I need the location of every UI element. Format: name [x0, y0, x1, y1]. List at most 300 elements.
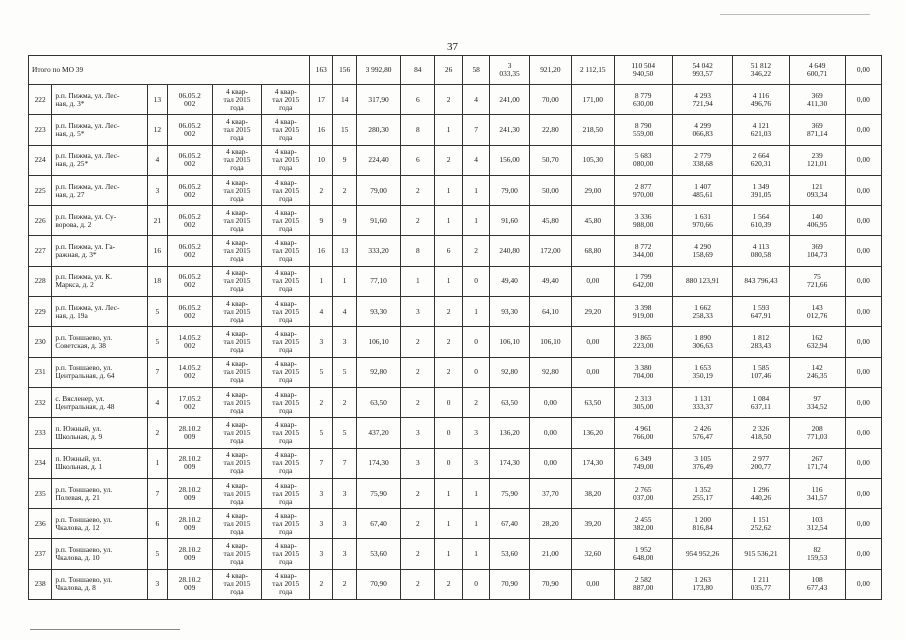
cell: 105,30: [572, 145, 614, 175]
cell: 1 952 648,00: [614, 539, 672, 569]
cell: 2: [435, 145, 463, 175]
cell: 0,00: [845, 327, 881, 357]
cell: 2: [333, 175, 356, 205]
cell: 4 квар- тал 2015 года: [212, 539, 262, 569]
cell: 1 349 391,05: [733, 175, 789, 205]
address-cell: р.п. Пижма, ул. Лес- ная, д. 19а: [52, 297, 147, 327]
cell: 108 677,43: [789, 569, 845, 599]
row-number: 226: [29, 206, 52, 236]
cell: 63,50: [572, 387, 614, 417]
cell: 0,00: [845, 387, 881, 417]
cell: 67,40: [490, 509, 529, 539]
cell: 79,00: [490, 175, 529, 205]
cell: 142 246,35: [789, 357, 845, 387]
cell: 4 квар- тал 2015 года: [262, 297, 310, 327]
page-number: 37: [447, 41, 458, 53]
cell: 18: [147, 266, 167, 296]
table-row: [29, 327, 882, 357]
cell: 2: [401, 175, 435, 205]
cell: 0,00: [845, 357, 881, 387]
cell: 2: [333, 387, 356, 417]
cell: 1: [462, 297, 490, 327]
cell: 4 квар- тал 2015 года: [212, 145, 262, 175]
address-cell: р.п. Тоншаево, ул. Центральная, д. 64: [52, 357, 147, 387]
cell: 4 квар- тал 2015 года: [262, 478, 310, 508]
cell: 369 104,73: [789, 236, 845, 266]
cell: 28.10.2 009: [167, 509, 212, 539]
cell: 156: [333, 56, 356, 85]
cell: 3 398 919,00: [614, 297, 672, 327]
cell: 10: [310, 145, 333, 175]
cell: 06.05.2 002: [167, 115, 212, 145]
cell: 0,00: [572, 569, 614, 599]
address-cell: р.п. Тоншаево, ул. Советская, д. 38: [52, 327, 147, 357]
cell: 3: [401, 297, 435, 327]
cell: 1 812 283,43: [733, 327, 789, 357]
cell: 45,80: [572, 206, 614, 236]
cell: 0: [462, 569, 490, 599]
cell: 28.10.2 009: [167, 478, 212, 508]
cell: 1: [147, 448, 167, 478]
cell: 4 121 621,03: [733, 115, 789, 145]
address-cell: р.п. Тоншаево, ул. Полевая, д. 21: [52, 478, 147, 508]
cell: 1: [435, 478, 463, 508]
cell: 6: [147, 509, 167, 539]
cell: 6 349 749,00: [614, 448, 672, 478]
cell: 3: [310, 509, 333, 539]
cell: 4 квар- тал 2015 года: [212, 85, 262, 115]
cell: 103 312,54: [789, 509, 845, 539]
cell: 4 квар- тал 2015 года: [262, 327, 310, 357]
cell: 2 112,15: [572, 56, 614, 85]
cell: 91,60: [490, 206, 529, 236]
cell: 2 326 418,50: [733, 418, 789, 448]
cell: 5 683 080,00: [614, 145, 672, 175]
table-row: [29, 266, 882, 296]
cell: 06.05.2 002: [167, 206, 212, 236]
cell: 06.05.2 002: [167, 266, 212, 296]
cell: 4: [310, 297, 333, 327]
cell: 2 877 970,00: [614, 175, 672, 205]
cell: 880 123,91: [672, 266, 732, 296]
cell: 91,60: [356, 206, 401, 236]
cell: 06.05.2 002: [167, 145, 212, 175]
cell: 1 151 252,62: [733, 509, 789, 539]
cell: 3: [401, 418, 435, 448]
cell: 3 105 376,49: [672, 448, 732, 478]
address-cell: р.п. Пижма, ул. Лес- ная, д. 3*: [52, 85, 147, 115]
cell: 4: [147, 387, 167, 417]
cell: 3: [333, 327, 356, 357]
cell: 0: [462, 327, 490, 357]
cell: 8 779 630,00: [614, 85, 672, 115]
cell: 1: [435, 509, 463, 539]
row-number: 238: [29, 569, 52, 599]
cell: 4 квар- тал 2015 года: [212, 115, 262, 145]
cell: 3: [147, 569, 167, 599]
cell: 92,80: [529, 357, 571, 387]
cell: 1 799 642,00: [614, 266, 672, 296]
cell: 8: [401, 115, 435, 145]
address-cell: с. Вясленер, ул. Центральная, д. 48: [52, 387, 147, 417]
address-cell: р.п. Тоншаево, ул. Чкалова, д. 12: [52, 509, 147, 539]
cell: 3: [147, 175, 167, 205]
cell: 51 812 346,22: [733, 56, 789, 85]
table-row: [29, 418, 882, 448]
cell: 2 455 382,00: [614, 509, 672, 539]
row-number: 227: [29, 236, 52, 266]
cell: 0,00: [845, 206, 881, 236]
row-number: 233: [29, 418, 52, 448]
cell: 2: [435, 327, 463, 357]
cell: 75 721,66: [789, 266, 845, 296]
row-number: 234: [29, 448, 52, 478]
cell: 13: [147, 85, 167, 115]
cell: 0: [462, 266, 490, 296]
table-body: [29, 56, 882, 600]
cell: 136,20: [572, 418, 614, 448]
cell: 0: [462, 357, 490, 387]
cell: 1: [401, 266, 435, 296]
cell: 28.10.2 009: [167, 418, 212, 448]
cell: 241,00: [490, 85, 529, 115]
cell: 0,00: [845, 175, 881, 205]
row-number: 231: [29, 357, 52, 387]
cell: 93,30: [356, 297, 401, 327]
cell: 4 квар- тал 2015 года: [262, 539, 310, 569]
cell: 4 290 158,69: [672, 236, 732, 266]
cell: 0,00: [845, 418, 881, 448]
cell: 17.05.2 002: [167, 387, 212, 417]
cell: 2: [401, 387, 435, 417]
cell: 5: [147, 297, 167, 327]
cell: 06.05.2 002: [167, 236, 212, 266]
cell: 2: [435, 85, 463, 115]
cell: 7: [147, 478, 167, 508]
cell: 0,00: [845, 266, 881, 296]
cell: 4 квар- тал 2015 года: [212, 327, 262, 357]
cell: 2 426 576,47: [672, 418, 732, 448]
cell: 1 564 610,39: [733, 206, 789, 236]
cell: 2: [310, 387, 333, 417]
cell: 240,80: [490, 236, 529, 266]
cell: 5: [147, 327, 167, 357]
cell: 7: [147, 357, 167, 387]
row-number: 235: [29, 478, 52, 508]
cell: 70,90: [529, 569, 571, 599]
cell: 280,30: [356, 115, 401, 145]
cell: 5: [310, 418, 333, 448]
cell: 171,00: [572, 85, 614, 115]
cell: 3: [401, 448, 435, 478]
cell: 77,10: [356, 266, 401, 296]
cell: 70,90: [356, 569, 401, 599]
cell: 1: [435, 539, 463, 569]
cell: 3: [333, 539, 356, 569]
cell: 954 952,26: [672, 539, 732, 569]
cell: 1: [435, 266, 463, 296]
cell: 843 796,43: [733, 266, 789, 296]
cell: 70,00: [529, 85, 571, 115]
cell: 140 406,95: [789, 206, 845, 236]
cell: 84: [401, 56, 435, 85]
cell: 4 квар- тал 2015 года: [212, 266, 262, 296]
cell: 2 313 305,00: [614, 387, 672, 417]
cell: 2: [310, 175, 333, 205]
cell: 3 033,35: [490, 56, 529, 85]
cell: 1: [333, 266, 356, 296]
cell: 7: [462, 115, 490, 145]
cell: 437,20: [356, 418, 401, 448]
table-row: [29, 206, 882, 236]
table-row: [29, 448, 882, 478]
cell: 4: [333, 297, 356, 327]
row-number: 237: [29, 539, 52, 569]
cell: 4 293 721,94: [672, 85, 732, 115]
cell: 5: [333, 418, 356, 448]
cell: 06.05.2 002: [167, 297, 212, 327]
cell: 4: [462, 145, 490, 175]
cell: 0,00: [845, 478, 881, 508]
cell: 4: [462, 85, 490, 115]
address-cell: р.п. Пижма, ул. Лес- ная, д. 25*: [52, 145, 147, 175]
cell: 58: [462, 56, 490, 85]
cell: 1 662 258,33: [672, 297, 732, 327]
cell: 92,80: [356, 357, 401, 387]
cell: 333,20: [356, 236, 401, 266]
cell: 0,00: [529, 418, 571, 448]
cell: 1 631 970,66: [672, 206, 732, 236]
cell: 54 042 993,57: [672, 56, 732, 85]
total-label: Итого по МО 39: [29, 56, 310, 85]
cell: 4 квар- тал 2015 года: [262, 145, 310, 175]
cell: 75,90: [356, 478, 401, 508]
row-number: 228: [29, 266, 52, 296]
cell: 2: [435, 569, 463, 599]
cell: 0,00: [845, 115, 881, 145]
cell: 28,20: [529, 509, 571, 539]
cell: 4 113 080,58: [733, 236, 789, 266]
cell: 2: [462, 236, 490, 266]
cell: 0: [435, 387, 463, 417]
cell: 0,00: [845, 145, 881, 175]
cell: 2: [401, 539, 435, 569]
cell: 4 квар- тал 2015 года: [262, 175, 310, 205]
row-number: 224: [29, 145, 52, 175]
cell: 63,50: [356, 387, 401, 417]
cell: 4 квар- тал 2015 года: [262, 569, 310, 599]
cell: 2: [435, 357, 463, 387]
cell: 0,00: [845, 509, 881, 539]
cell: 79,00: [356, 175, 401, 205]
cell: 8: [401, 236, 435, 266]
address-cell: п. Южный, ул. Школьная, д. 1: [52, 448, 147, 478]
row-number: 222: [29, 85, 52, 115]
cell: 0,00: [845, 539, 881, 569]
cell: 0,00: [845, 297, 881, 327]
cell: 2: [462, 387, 490, 417]
cell: 267 171,74: [789, 448, 845, 478]
cell: 1 200 816,84: [672, 509, 732, 539]
cell: 14.05.2 002: [167, 327, 212, 357]
cell: 4 квар- тал 2015 года: [212, 387, 262, 417]
cell: 0,00: [529, 387, 571, 417]
address-cell: р.п. Тоншаево, ул. Чкалова, д. 8: [52, 569, 147, 599]
cell: 22,80: [529, 115, 571, 145]
cell: 0,00: [572, 327, 614, 357]
cell: 172,00: [529, 236, 571, 266]
cell: 1: [435, 115, 463, 145]
cell: 4 квар- тал 2015 года: [212, 509, 262, 539]
cell: 2: [310, 569, 333, 599]
cell: 1 653 350,19: [672, 357, 732, 387]
cell: 12: [147, 115, 167, 145]
row-number: 225: [29, 175, 52, 205]
cell: 4 квар- тал 2015 года: [212, 297, 262, 327]
cell: 4 квар- тал 2015 года: [212, 478, 262, 508]
cell: 3: [310, 539, 333, 569]
cell: 224,40: [356, 145, 401, 175]
cell: 4 квар- тал 2015 года: [212, 418, 262, 448]
cell: 4 квар- тал 2015 года: [212, 175, 262, 205]
cell: 2: [401, 206, 435, 236]
cell: 2 977 200,77: [733, 448, 789, 478]
cell: 50,00: [529, 175, 571, 205]
cell: 1 890 306,63: [672, 327, 732, 357]
cell: 121 093,34: [789, 175, 845, 205]
address-cell: р.п. Пижма, ул. К. Маркса, д. 2: [52, 266, 147, 296]
table-row: [29, 115, 882, 145]
cell: 4 квар- тал 2015 года: [262, 115, 310, 145]
cell: 3 380 704,00: [614, 357, 672, 387]
cell: 1: [435, 206, 463, 236]
cell: 4 116 496,76: [733, 85, 789, 115]
table-row: [29, 85, 882, 115]
cell: 2 779 338,68: [672, 145, 732, 175]
table-row: [29, 539, 882, 569]
cell: 1: [462, 206, 490, 236]
cell: 4 квар- тал 2015 года: [262, 266, 310, 296]
cell: 28.10.2 009: [167, 569, 212, 599]
cell: 37,70: [529, 478, 571, 508]
cell: 915 536,21: [733, 539, 789, 569]
cell: 15: [333, 115, 356, 145]
cell: 39,20: [572, 509, 614, 539]
table-row: [29, 236, 882, 266]
cell: 8 772 344,00: [614, 236, 672, 266]
cell: 1: [435, 175, 463, 205]
cell: 0,00: [845, 448, 881, 478]
cell: 2: [401, 357, 435, 387]
cell: 1 131 333,37: [672, 387, 732, 417]
cell: 241,30: [490, 115, 529, 145]
cell: 4 961 766,00: [614, 418, 672, 448]
cell: 3 336 988,00: [614, 206, 672, 236]
cell: 1: [310, 266, 333, 296]
cell: 0,00: [845, 85, 881, 115]
cell: 7: [333, 448, 356, 478]
cell: 5: [333, 357, 356, 387]
cell: 14.05.2 002: [167, 357, 212, 387]
cell: 4 квар- тал 2015 года: [262, 206, 310, 236]
cell: 2: [435, 297, 463, 327]
cell: 921,20: [529, 56, 571, 85]
cell: 93,30: [490, 297, 529, 327]
cell: 2 765 037,00: [614, 478, 672, 508]
top-rule: [720, 14, 870, 15]
cell: 4 квар- тал 2015 года: [262, 387, 310, 417]
cell: 68,80: [572, 236, 614, 266]
cell: 2: [401, 327, 435, 357]
cell: 1: [462, 478, 490, 508]
cell: 4 квар- тал 2015 года: [262, 236, 310, 266]
cell: 16: [310, 115, 333, 145]
row-number: 232: [29, 387, 52, 417]
table-row: [29, 145, 882, 175]
cell: 16: [310, 236, 333, 266]
cell: 4 квар- тал 2015 года: [262, 448, 310, 478]
cell: 2 582 887,00: [614, 569, 672, 599]
cell: 28.10.2 009: [167, 448, 212, 478]
cell: 6: [435, 236, 463, 266]
cell: 97 334,52: [789, 387, 845, 417]
cell: 174,30: [572, 448, 614, 478]
cell: 3: [462, 448, 490, 478]
address-cell: р.п. Пижма, ул. Лес- ная, д. 5*: [52, 115, 147, 145]
cell: 06.05.2 002: [167, 85, 212, 115]
cell: 4 квар- тал 2015 года: [262, 509, 310, 539]
cell: 1 296 440,26: [733, 478, 789, 508]
cell: 0,00: [572, 266, 614, 296]
cell: 4 квар- тал 2015 года: [212, 448, 262, 478]
cell: 106,10: [356, 327, 401, 357]
cell: 1: [462, 539, 490, 569]
cell: 4: [147, 145, 167, 175]
cell: 369 411,30: [789, 85, 845, 115]
cell: 3 992,80: [356, 56, 401, 85]
cell: 4 649 600,71: [789, 56, 845, 85]
cell: 14: [333, 85, 356, 115]
cell: 1 407 485,61: [672, 175, 732, 205]
cell: 3: [333, 478, 356, 508]
cell: 21: [147, 206, 167, 236]
cell: 28.10.2 009: [167, 539, 212, 569]
row-number: 230: [29, 327, 52, 357]
cell: 32,60: [572, 539, 614, 569]
cell: 2: [401, 569, 435, 599]
cell: 239 121,01: [789, 145, 845, 175]
cell: 64,10: [529, 297, 571, 327]
cell: 06.05.2 002: [167, 175, 212, 205]
cell: 136,20: [490, 418, 529, 448]
address-cell: р.п. Пижма, ул. Га- ражная, д. 3*: [52, 236, 147, 266]
housing-table: [28, 55, 882, 600]
cell: 163: [310, 56, 333, 85]
cell: 49,40: [490, 266, 529, 296]
cell: 50,70: [529, 145, 571, 175]
cell: 82 159,53: [789, 539, 845, 569]
cell: 5: [147, 539, 167, 569]
cell: 49,40: [529, 266, 571, 296]
cell: 110 504 940,50: [614, 56, 672, 85]
cell: 2: [401, 478, 435, 508]
cell: 29,20: [572, 297, 614, 327]
cell: 3: [310, 327, 333, 357]
cell: 53,60: [490, 539, 529, 569]
cell: 13: [333, 236, 356, 266]
cell: 53,60: [356, 539, 401, 569]
cell: 0,00: [529, 448, 571, 478]
